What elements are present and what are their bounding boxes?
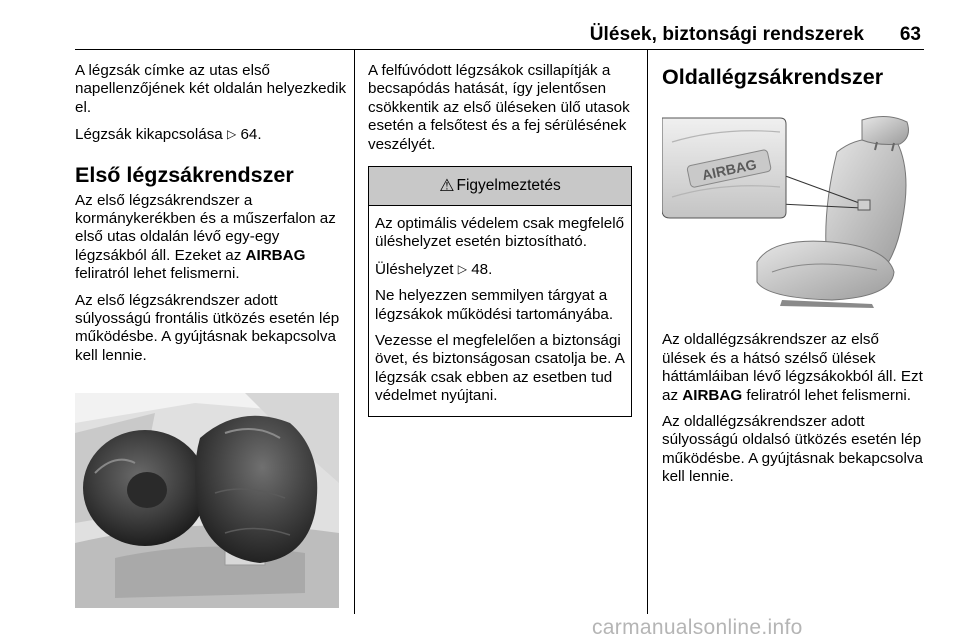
- airbag-keyword: AIRBAG: [245, 246, 306, 264]
- page-number: 63: [899, 24, 921, 45]
- deactivation-page-link[interactable]: 64.: [240, 126, 262, 144]
- intro-paragraph: A légzsák címke az utas első napellenzőjének két oldalán helyezkedik el.: [75, 62, 347, 116]
- column-right: [662, 62, 924, 495]
- warning-triangle-icon: ⚠: [439, 176, 455, 196]
- side-airbag-paragraph-1: Az oldallégzsákrendszer az első ülések és a hátsó szélső ülések háttámláiban lévő légzsákokból áll. Ezt az AIRBAG feliratról lehet felismerni.: [662, 331, 923, 404]
- inflated-airbag-paragraph: A felfúvódott légzsákok csillapítják a becsapódás hatását, így jelentősen csökkentik az első üléseken ülő utasok esetén a felsőtest és a fej sérülésének veszélyét.: [368, 62, 630, 153]
- column-middle: [368, 62, 640, 417]
- header-rule: [75, 49, 924, 50]
- front-airbag-paragraph-2: Az első légzsákrendszer adott súlyosságú frontális ütközés esetén lép működésbe. A gyújtásnak bekapcsolva kell lennie.: [75, 291, 340, 364]
- page-reference-icon: ▷: [457, 261, 467, 276]
- watermark: carmanualsonline.info: [592, 616, 803, 639]
- column-separator-1: [354, 50, 355, 614]
- page-reference-icon: ▷: [226, 127, 237, 142]
- warning-header: [369, 167, 631, 206]
- front-airbag-paragraph-1: Az első légzsákrendszer a kormánykerékben és a műszerfalon az első utas oldalán lévő egy-egy légzsákból áll. Ezeket az AIRBAG feliratról lehet felismerni.: [75, 191, 336, 283]
- airbag-keyword: AIRBAG: [682, 386, 743, 404]
- warning-paragraph-1: Az optimális védelem csak megfelelő üléshelyzet esetén biztosítható.: [375, 215, 625, 251]
- page-header: [75, 0, 924, 50]
- side-airbag-heading: Oldallégzsákrendszer: [662, 65, 884, 89]
- column-left: [75, 62, 347, 614]
- front-airbag-heading: Első légzsákrendszer: [75, 162, 294, 187]
- warning-body: [369, 206, 631, 416]
- warning-box: [368, 166, 632, 417]
- deactivation-reference: Légzsák kikapcsolása ▷ 64.: [75, 126, 262, 144]
- warning-paragraph-4: Vezesse el megfelelően a biztonsági övet, és biztonságosan csatolja be. A légzsák csak ebben az esetben tud védelmet nyújtani.: [375, 332, 625, 405]
- column-separator-2: [647, 50, 648, 614]
- seat-position-page-link[interactable]: 48.: [471, 260, 493, 278]
- side-airbag-paragraph-2: Az oldallégzsákrendszer adott súlyosságú oldalsó ütközés esetén lép működésbe. A gyújtásnak bekapcsolva kell lennie.: [662, 413, 923, 486]
- warning-paragraph-2: Üléshelyzet ▷ 48.: [375, 260, 493, 278]
- warning-paragraph-3: Ne helyezzen semmilyen tárgyat a légzsákok működési tartományába.: [375, 287, 614, 323]
- side-airbag-seat-illustration: [662, 112, 924, 310]
- airbag-label-in-figure: AIRBAG: [700, 155, 758, 184]
- section-title: Ülések, biztonsági rendszerek: [589, 24, 864, 45]
- front-airbag-illustration: [75, 393, 339, 608]
- warning-title: Figyelmeztetés: [456, 177, 561, 195]
